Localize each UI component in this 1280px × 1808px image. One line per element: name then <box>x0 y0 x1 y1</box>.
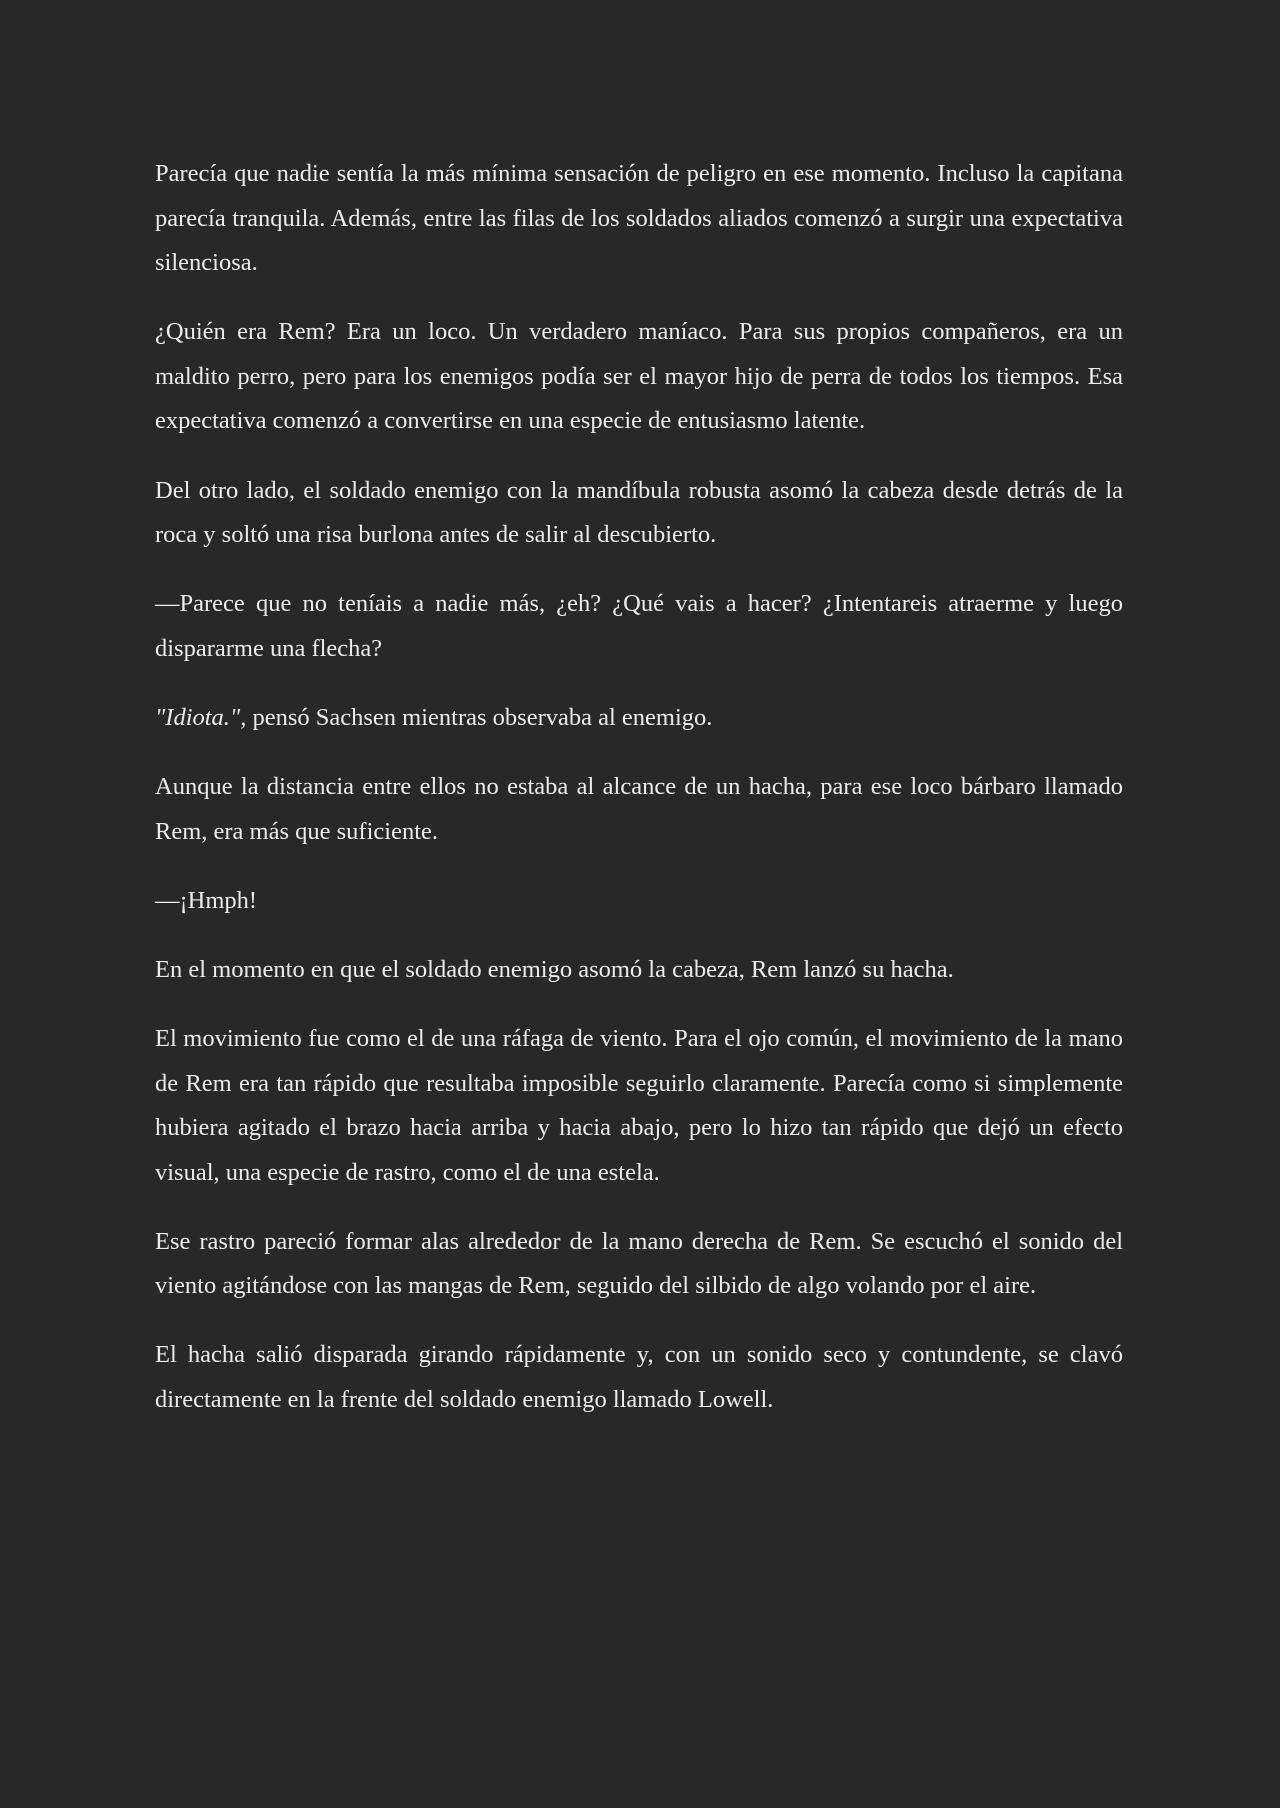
chapter-text <box>155 152 1123 1447</box>
paragraph: Del otro lado, el soldado enemigo con la mandíbula robusta asomó la cabeza desde detrás de la roca y soltó una risa burlona antes de salir al descubierto. <box>155 476 1123 549</box>
paragraph: ¿Quién era Rem? Era un loco. Un verdadero maníaco. Para sus propios compañeros, era un maldito perro, pero para los enemigos podía ser el mayor hijo de perra de todos los tiempos. Esa expectativa comenzó a convertirse en una especie de entusiasmo latente. <box>155 318 1123 435</box>
dialogue-paragraph: —Parece que no teníais a nadie más, ¿eh? ¿Qué vais a hacer? ¿Intentareis atraerme y luego dispararme una flecha? <box>155 590 1123 662</box>
thought-narration: pensó Sachsen mientras observaba al enemigo. <box>246 703 713 731</box>
thought-quote: "Idiota.", <box>155 703 247 731</box>
paragraph: En el momento en que el soldado enemigo asomó la cabeza, Rem lanzó su hacha. <box>155 955 954 983</box>
paragraph: Parecía que nadie sentía la más mínima sensación de peligro en ese momento. Incluso la capitana parecía tranquila. Además, entre las filas de los soldados aliados comenzó a surgir una expectativa silenciosa. <box>155 160 1123 277</box>
paragraph: El hacha salió disparada girando rápidamente y, con un sonido seco y contundente, se clavó directamente en la frente del soldado enemigo llamado Lowell. <box>155 1341 1123 1414</box>
paragraph: Ese rastro pareció formar alas alrededor de la mano derecha de Rem. Se escuchó el sonido del viento agitándose con las mangas de Rem, seguido del silbido de algo volando por el aire. <box>155 1227 1123 1300</box>
paragraph: El movimiento fue como el de una ráfaga de viento. Para el ojo común, el movimiento de la mano de Rem era tan rápido que resultaba imposible seguirlo claramente. Parecía como si simplemente hubiera agitado el brazo hacia arriba y hacia abajo, pero lo hizo tan rápido que dejó un efecto visual, una especie de rastro, como el de una estela. <box>155 1024 1123 1186</box>
dialogue-paragraph: —¡Hmph! <box>155 886 258 914</box>
thought-paragraph <box>155 696 1123 741</box>
paragraph: Aunque la distancia entre ellos no estaba al alcance de un hacha, para ese loco bárbaro llamado Rem, era más que suficiente. <box>155 773 1123 845</box>
